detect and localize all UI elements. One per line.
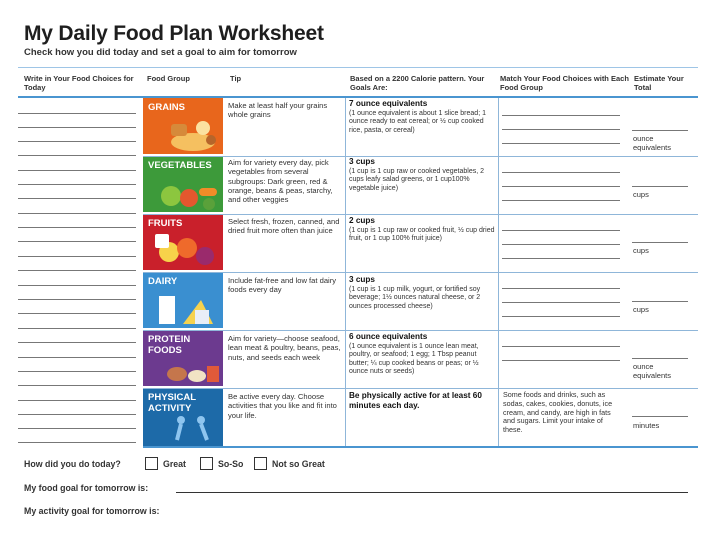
activity-unit: minutes [633,421,660,430]
food-choice-line[interactable] [18,155,136,156]
food-choice-line[interactable] [18,400,136,401]
grains-label: GRAINS [148,102,185,113]
match-line[interactable] [502,129,620,130]
food-goal-label: My food goal for tomorrow is: [24,483,149,493]
vegetables-icon [153,172,223,212]
food-choice-line[interactable] [18,414,136,415]
great-label: Great [163,459,186,469]
dairy-label: DAIRY [148,276,178,287]
fruits-goal-amount: 2 cups [349,216,375,225]
dairy-tip: Include fat-free and low fat dairy foods every day [228,276,337,295]
total-line[interactable] [632,301,688,302]
food-choice-line[interactable] [18,342,136,343]
total-line[interactable] [632,242,688,243]
food-choice-line[interactable] [18,299,136,300]
how-did-you-do-label: How did you do today? [24,459,121,469]
grains-unit: ounce equivalents [633,134,671,152]
row-divider [143,388,698,389]
worksheet-subtitle: Check how you did today and set a goal to aim for tomorrow [24,47,297,58]
dairy-goal [349,276,497,311]
match-line[interactable] [502,302,620,303]
match-line[interactable] [502,360,620,361]
grains-tip: Make at least half your grains whole grains [228,101,328,120]
fruits-unit: cups [633,246,649,255]
food-choice-line[interactable] [18,198,136,199]
fruits-goal-detail: (1 cup is 1 cup raw or cooked fruit, ½ cup dried fruit, or 1 cup 100% fruit juice) [349,226,495,242]
header-goals: Based on a 2200 Calorie pattern. Your Goals Are: [350,74,485,92]
vegetables-goal-amount: 3 cups [349,157,375,166]
header-estimate: Estimate Your Total [634,74,684,92]
food-choice-line[interactable] [18,313,136,314]
match-line[interactable] [502,288,620,289]
food-choice-line[interactable] [18,227,136,228]
food-choice-line[interactable] [18,141,136,142]
activity-tip: Be active every day. Choose activities that you like and fit into your life. [228,392,337,420]
header-divider [18,96,698,98]
protein-band [143,330,223,386]
match-line[interactable] [502,316,620,317]
grains-goal-amount: 7 ounce equivalents [349,99,428,108]
grains-icon [163,112,223,154]
food-choice-line[interactable] [18,241,136,242]
header-group: Food Group [147,74,190,83]
protein-goal-detail: (1 ounce equivalent is 1 ounce lean meat, poultry, or seafood; 1 egg; 1 Tbsp peanut butter; ¼ cup cooked beans or peas; or ½ ounce nuts or seeds) [349,342,479,375]
fruits-band [143,214,223,270]
food-choice-line[interactable] [18,428,136,429]
food-choice-line[interactable] [18,170,136,171]
vegetables-band [143,156,223,212]
match-line[interactable] [502,172,620,173]
food-choice-line[interactable] [18,256,136,257]
dairy-unit: cups [633,305,649,314]
worksheet-title: My Daily Food Plan Worksheet [24,22,324,45]
activity-label: PHYSICAL ACTIVITY [148,392,196,414]
food-choice-line[interactable] [18,371,136,372]
protein-unit: ounce equivalents [633,362,671,380]
total-line[interactable] [632,358,688,359]
total-line[interactable] [632,130,688,131]
vegetables-goal-detail: (1 cup is 1 cup raw or cooked vegetables, 2 cups leafy salad greens, or 1 cup100% vegetable juice) [349,167,485,192]
great-checkbox[interactable] [145,457,158,470]
sugar-note: Some foods and drinks, such as sodas, cakes, cookies, donuts, ice cream, and candy, are high in fats and sugars. Limit your intake of these. [503,390,613,435]
grains-goal-detail: (1 ounce equivalent is about 1 slice bread; 1 ounce ready to eat cereal; or ½ cup cooked rice, pasta, or cereal) [349,109,486,134]
protein-goal-amount: 6 ounce equivalents [349,332,428,341]
dairy-icon [153,286,223,328]
match-line[interactable] [502,200,620,201]
match-line[interactable] [502,258,620,259]
total-line[interactable] [632,416,688,417]
vegetables-tip: Aim for variety every day, pick vegetables from several subgroups: Dark green, red & orange, beans & peas, starchy, and other veggies [228,158,333,205]
row-divider [143,214,698,215]
food-choice-line[interactable] [18,184,136,185]
not-so-great-checkbox[interactable] [254,457,267,470]
dairy-goal-detail: (1 cup is 1 cup milk, yogurt, or fortified soy beverage; 1½ ounces natural cheese, or 2 ounces processed cheese) [349,285,481,310]
activity-goal-label: My activity goal for tomorrow is: [24,506,160,516]
table-bottom-divider [143,446,698,448]
vegetables-unit: cups [633,190,649,199]
header-match: Match Your Food Choices with Each Food Group [500,74,629,92]
dairy-band [143,272,223,328]
so-so-label: So-So [218,459,244,469]
vegetables-goal [349,158,497,193]
activity-goal [349,392,497,411]
not-so-great-label: Not so Great [272,459,325,469]
so-so-checkbox[interactable] [200,457,213,470]
match-line[interactable] [502,143,620,144]
activity-band [143,388,223,446]
vegetables-label: VEGETABLES [148,160,212,171]
protein-goal [349,333,497,377]
header-write: Write in Your Food Choices for Today [24,74,134,92]
activity-icon [163,412,223,446]
row-divider [143,156,698,157]
fruits-label: FRUITS [148,218,183,229]
food-choice-line[interactable] [18,385,136,386]
food-choice-line[interactable] [18,270,136,271]
match-line[interactable] [502,230,620,231]
grains-band [143,98,223,154]
food-choice-line[interactable] [18,285,136,286]
food-goal-line[interactable] [176,492,688,493]
row-divider [143,330,698,331]
match-line[interactable] [502,186,620,187]
food-choice-line[interactable] [18,328,136,329]
protein-label: PROTEIN FOODS [148,334,191,356]
match-line[interactable] [502,346,620,347]
food-choice-line[interactable] [18,442,136,443]
protein-tip: Aim for variety—choose seafood, lean meat & poultry, beans, peas, nuts, and seeds each week [228,334,341,362]
activity-goal-amount: Be physically active for at least 60 minutes each day. [349,391,482,410]
fruits-icon [153,226,223,270]
header-tip: Tip [230,74,242,83]
food-choice-line[interactable] [18,113,136,114]
food-choice-line[interactable] [18,357,136,358]
protein-icon [163,354,223,386]
fruits-tip: Select fresh, frozen, canned, and dried fruit more often than juice [228,217,340,236]
fruits-goal [349,217,497,244]
grains-goal [349,100,497,135]
food-choice-line[interactable] [18,127,136,128]
top-divider [18,67,698,68]
total-line[interactable] [632,186,688,187]
row-divider [143,272,698,273]
food-choice-line[interactable] [18,213,136,214]
dairy-goal-amount: 3 cups [349,275,375,284]
match-line[interactable] [502,244,620,245]
match-line[interactable] [502,115,620,116]
